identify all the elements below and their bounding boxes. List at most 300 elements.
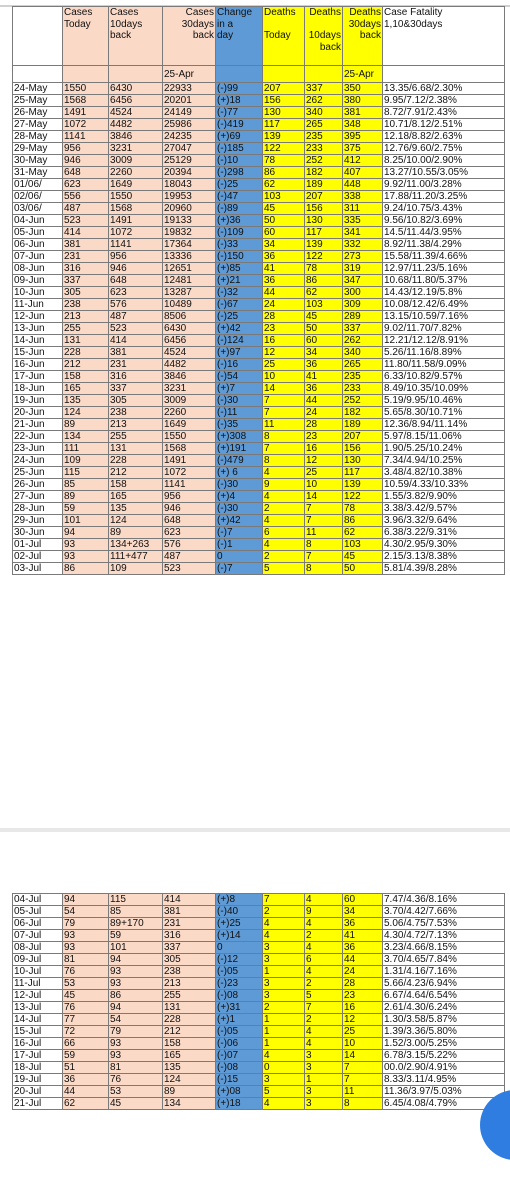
cases-30days-cell: 10489 [163,299,216,311]
cases-today-cell: 165 [63,383,109,395]
table-row [13,275,505,287]
date-cell: 27-May [13,119,63,131]
date-cell: 04-Jul [13,894,63,906]
table-row [13,894,505,906]
change-cell: (-)33 [216,239,263,251]
case-fatality-cell: 1.39/3.36/5.80% [383,1026,505,1038]
cases-10days-cell: 1550 [109,191,163,203]
deaths-today-cell: 1 [263,1038,305,1050]
cases-today-cell: 212 [63,359,109,371]
cases-10days-cell: 946 [109,263,163,275]
cases-10days-cell: 93 [109,1050,163,1062]
subheader-cell [305,66,343,83]
deaths-10days-cell: 78 [305,263,343,275]
deaths-today-cell: 11 [263,419,305,431]
header-line: 30days [348,18,381,30]
cases-30days-cell: 13287 [163,287,216,299]
date-cell: 05-Jul [13,906,63,918]
deaths-10days-cell: 28 [305,419,343,431]
case-fatality-cell: 11.80/11.58/9.09% [383,359,505,371]
deaths-30days-cell: 103 [343,539,383,551]
table-row [13,1050,505,1062]
cases-30days-cell: 337 [163,942,216,954]
case-fatality-cell: 8.25/10.00/2.90% [383,155,505,167]
table-row [13,954,505,966]
cases-today-cell: 556 [63,191,109,203]
deaths-30days-cell: 395 [343,131,383,143]
cases-today-cell: 135 [63,395,109,407]
cases-10days-cell: 648 [109,275,163,287]
case-fatality-cell: 3.38/3.42/9.57% [383,503,505,515]
date-cell: 20-Jun [13,407,63,419]
case-fatality-cell: 3.96/3.32/9.64% [383,515,505,527]
date-cell: 09-Jun [13,275,63,287]
cases-30days-cell: 2260 [163,407,216,419]
cases-today-cell: 81 [63,954,109,966]
date-cell: 08-Jun [13,263,63,275]
cases-today-cell: 59 [63,503,109,515]
date-cell: 20-Jul [13,1086,63,1098]
change-cell: (-)30 [216,395,263,407]
header-cell [305,7,343,66]
cases-10days-cell: 101 [109,942,163,954]
deaths-today-cell: 1 [263,1026,305,1038]
deaths-30days-cell: 235 [343,371,383,383]
case-fatality-cell: 12.76/9.60/2.75% [383,143,505,155]
deaths-30days-cell: 25 [343,1026,383,1038]
date-cell: 08-Jul [13,942,63,954]
header-line: Today [64,18,91,30]
change-cell: (+)18 [216,95,263,107]
deaths-30days-cell: 36 [343,942,383,954]
deaths-30days-cell: 24 [343,966,383,978]
cases-10days-cell: 1649 [109,179,163,191]
deaths-today-cell: 24 [263,299,305,311]
table-row [13,143,505,155]
table-row [13,1038,505,1050]
cases-10days-cell: 238 [109,407,163,419]
subheader-cell [109,66,163,83]
deaths-30days-cell: 311 [343,203,383,215]
cases-10days-cell: 93 [109,978,163,990]
table-row [13,1098,505,1110]
cases-10days-cell: 79 [109,1026,163,1038]
header-line: Cases [185,7,214,18]
change-cell: (-)150 [216,251,263,263]
case-fatality-cell: 2.15/3.13/8.38% [383,551,505,563]
deaths-10days-cell: 60 [305,335,343,347]
date-cell: 12-Jun [13,311,63,323]
cases-today-cell: 305 [63,287,109,299]
deaths-10days-cell: 11 [305,527,343,539]
deaths-10days-cell: 45 [305,311,343,323]
cases-10days-cell: 576 [109,299,163,311]
date-cell: 19-Jun [13,395,63,407]
date-cell: 21-Jun [13,419,63,431]
cases-10days-cell: 53 [109,1086,163,1098]
deaths-today-cell: 4 [263,515,305,527]
cases-10days-cell: 93 [109,966,163,978]
cases-10days-cell: 158 [109,479,163,491]
cases-30days-cell: 134 [163,1098,216,1110]
cases-today-cell: 77 [63,1014,109,1026]
table-row [13,503,505,515]
deaths-30days-cell: 265 [343,359,383,371]
header-line [264,19,303,31]
header-line: back [110,30,132,41]
cases-30days-cell: 6430 [163,323,216,335]
cases-today-cell: 85 [63,479,109,491]
table-row [13,551,505,563]
case-fatality-cell: 5.97/8.15/11.06% [383,431,505,443]
deaths-today-cell: 156 [263,95,305,107]
cases-today-cell: 54 [63,906,109,918]
cases-today-cell: 93 [63,942,109,954]
table-row [13,251,505,263]
cases-today-cell: 337 [63,275,109,287]
case-fatality-cell: 5.66/4.23/6.94% [383,978,505,990]
cases-today-cell: 316 [63,263,109,275]
deaths-10days-cell: 207 [305,191,343,203]
case-fatality-cell: 1.90/5.25/10.24% [383,443,505,455]
case-fatality-cell: 12.18/8.82/2.63% [383,131,505,143]
header-line: day [217,30,234,41]
cases-today-cell: 93 [63,551,109,563]
deaths-30days-cell: 335 [343,215,383,227]
deaths-today-cell: 3 [263,990,305,1002]
deaths-30days-cell: 381 [343,107,383,119]
deaths-30days-cell: 10 [343,1038,383,1050]
case-fatality-cell: 4.30/4.72/7.13% [383,930,505,942]
date-cell: 27-Jun [13,491,63,503]
table-row [13,419,505,431]
deaths-today-cell: 36 [263,275,305,287]
deaths-30days-cell: 300 [343,287,383,299]
table-row [13,1026,505,1038]
deaths-10days-cell: 182 [305,167,343,179]
cases-10days-cell: 4524 [109,107,163,119]
date-cell: 25-Jun [13,467,63,479]
deaths-30days-cell: 340 [343,347,383,359]
deaths-10days-cell: 337 [305,83,343,95]
case-fatality-cell: 9.24/10.75/3.43% [383,203,505,215]
cases-30days-cell: 13336 [163,251,216,263]
date-cell: 25-May [13,95,63,107]
deaths-10days-cell: 36 [305,359,343,371]
subheader-cell [383,66,505,83]
deaths-today-cell: 78 [263,155,305,167]
date-cell: 18-Jun [13,383,63,395]
deaths-10days-cell: 1 [305,1074,343,1086]
cases-today-cell: 946 [63,155,109,167]
deaths-today-cell: 23 [263,323,305,335]
cases-today-cell: 89 [63,419,109,431]
deaths-10days-cell: 5 [305,990,343,1002]
change-cell: (+)308 [216,431,263,443]
table-row [13,918,505,930]
change-cell: (+)7 [216,383,263,395]
deaths-30days-cell: 338 [343,191,383,203]
deaths-30days-cell: 78 [343,503,383,515]
date-cell: 16-Jul [13,1038,63,1050]
date-cell: 03-Jul [13,563,63,575]
date-cell: 01-Jul [13,539,63,551]
deaths-today-cell: 4 [263,918,305,930]
date-cell: 14-Jul [13,1014,63,1026]
date-cell: 24-May [13,83,63,95]
date-cell: 28-May [13,131,63,143]
cases-10days-cell: 487 [109,311,163,323]
change-cell: (+)1 [216,1014,263,1026]
change-cell: (+)85 [216,263,263,275]
case-fatality-cell: 3.48/4.82/10.38% [383,467,505,479]
cases-today-cell: 44 [63,1086,109,1098]
cases-30days-cell: 25986 [163,119,216,131]
deaths-30days-cell: 50 [343,563,383,575]
table-row [13,359,505,371]
header-line: back [319,41,341,53]
deaths-10days-cell: 2 [305,930,343,942]
table-row [13,515,505,527]
deaths-10days-cell: 44 [305,395,343,407]
cases-30days-cell: 212 [163,1026,216,1038]
deaths-30days-cell: 262 [343,335,383,347]
cases-30days-cell: 956 [163,491,216,503]
case-fatality-cell: 9.02/11.70/7.82% [383,323,505,335]
change-cell: (+)4 [216,491,263,503]
change-cell: (+)21 [216,275,263,287]
deaths-today-cell: 50 [263,215,305,227]
cases-10days-cell: 1072 [109,227,163,239]
cases-30days-cell: 4482 [163,359,216,371]
cases-30days-cell: 19133 [163,215,216,227]
cases-10days-cell: 1568 [109,203,163,215]
cases-today-cell: 62 [63,1098,109,1110]
header-line: Cases [64,7,93,18]
case-fatality-cell: 1.52/3.00/5.25% [383,1038,505,1050]
cases-10days-cell: 3009 [109,155,163,167]
change-cell: (-)15 [216,1074,263,1086]
deaths-30days-cell: 375 [343,143,383,155]
deaths-today-cell: 2 [263,1002,305,1014]
case-fatality-cell: 3.70/4.65/7.84% [383,954,505,966]
header-date-blank [13,7,63,66]
deaths-10days-cell: 233 [305,143,343,155]
cases-30days-cell: 17364 [163,239,216,251]
case-fatality-cell: 6.67/4.64/6.54% [383,990,505,1002]
cases-30days-cell: 4524 [163,347,216,359]
cases-10days-cell: 109 [109,563,163,575]
cases-30days-cell: 12481 [163,275,216,287]
deaths-today-cell: 7 [263,894,305,906]
deaths-10days-cell: 3 [305,1050,343,1062]
cases-today-cell: 109 [63,455,109,467]
table-row [13,1062,505,1074]
table-row [13,539,505,551]
cases-30days-cell: 213 [163,978,216,990]
cases-today-cell: 93 [63,930,109,942]
deaths-30days-cell: 23 [343,990,383,1002]
deaths-30days-cell: 41 [343,930,383,942]
cases-10days-cell: 4482 [109,119,163,131]
change-cell: (-)08 [216,990,263,1002]
deaths-today-cell: 4 [263,1098,305,1110]
cases-today-cell: 213 [63,311,109,323]
change-cell: (-)419 [216,119,263,131]
deaths-10days-cell: 117 [305,227,343,239]
deaths-30days-cell: 122 [343,491,383,503]
deaths-10days-cell: 6 [305,954,343,966]
cases-10days-cell: 523 [109,323,163,335]
date-cell: 06-Jul [13,918,63,930]
change-cell: (+)08 [216,1086,263,1098]
cases-10days-cell: 165 [109,491,163,503]
deaths-30days-cell: 207 [343,431,383,443]
deaths-10days-cell: 2 [305,978,343,990]
cases-today-cell: 115 [63,467,109,479]
deaths-30days-cell: 341 [343,227,383,239]
cases-10days-cell: 316 [109,371,163,383]
subheader-cell [263,66,305,83]
table-row [13,383,505,395]
deaths-10days-cell: 4 [305,942,343,954]
cases-30days-cell: 20394 [163,167,216,179]
deaths-today-cell: 0 [263,1062,305,1074]
cases-10days-cell: 81 [109,1062,163,1074]
header-line: Change [217,7,253,18]
cases-10days-cell: 6456 [109,95,163,107]
deaths-30days-cell: 36 [343,918,383,930]
table-row [13,323,505,335]
deaths-10days-cell: 12 [305,455,343,467]
deaths-10days-cell: 24 [305,407,343,419]
cases-30days-cell: 1550 [163,431,216,443]
case-fatality-cell: 1.31/4.16/7.16% [383,966,505,978]
change-cell: (+)25 [216,918,263,930]
date-cell: 22-Jun [13,431,63,443]
deaths-30days-cell: 8 [343,1098,383,1110]
case-fatality-cell: 10.59/4.33/10.33% [383,479,505,491]
deaths-today-cell: 34 [263,239,305,251]
header-cell [109,7,163,66]
date-cell: 26-Jun [13,479,63,491]
change-cell: (+)36 [216,215,263,227]
table-row [13,347,505,359]
deaths-10days-cell: 8 [305,539,343,551]
date-cell: 15-Jul [13,1026,63,1038]
header-line: Cases [110,7,139,18]
case-fatality-cell: 9.56/10.82/3.69% [383,215,505,227]
deaths-today-cell: 5 [263,563,305,575]
cases-today-cell: 1568 [63,95,109,107]
table-row [13,563,505,575]
case-fatality-cell: 1.55/3.82/9.90% [383,491,505,503]
change-cell: (-)25 [216,179,263,191]
cases-30days-cell: 3231 [163,383,216,395]
deaths-today-cell: 139 [263,131,305,143]
date-cell: 30-Jun [13,527,63,539]
header-line: back [192,30,214,41]
deaths-30days-cell: 117 [343,467,383,479]
header-line: in a [217,18,234,30]
cases-today-cell: 381 [63,239,109,251]
deaths-10days-cell: 86 [305,275,343,287]
change-cell: (-)54 [216,371,263,383]
cases-today-cell: 45 [63,990,109,1002]
deaths-today-cell: 8 [263,455,305,467]
cases-10days-cell: 2260 [109,167,163,179]
deaths-today-cell: 9 [263,479,305,491]
change-cell: (-)124 [216,335,263,347]
case-fatality-cell: 1.30/3.58/5.87% [383,1014,505,1026]
case-fatality-cell: 6.78/3.15/5.22% [383,1050,505,1062]
deaths-today-cell: 14 [263,383,305,395]
header-row [13,7,505,66]
deaths-today-cell: 62 [263,179,305,191]
cases-10days-cell: 134+263 [109,539,163,551]
table-row [13,95,505,107]
case-fatality-cell: 12.36/8.94/11.14% [383,419,505,431]
cases-30days-cell: 238 [163,966,216,978]
header-cell [163,7,216,66]
date-cell: 14-Jun [13,335,63,347]
case-fatality-cell: 15.58/11.39/4.66% [383,251,505,263]
table-row [13,906,505,918]
deaths-today-cell: 4 [263,491,305,503]
table-row [13,1086,505,1098]
deaths-10days-cell: 3 [305,1062,343,1074]
covid-table-bottom [12,893,505,1110]
cases-30days-cell: 158 [163,1038,216,1050]
cases-30days-cell: 316 [163,930,216,942]
cases-30days-cell: 231 [163,918,216,930]
change-cell: (-)05 [216,966,263,978]
deaths-today-cell: 2 [263,551,305,563]
cases-today-cell: 53 [63,978,109,990]
deaths-today-cell: 7 [263,443,305,455]
cases-10days-cell: 111+477 [109,551,163,563]
case-fatality-cell: 8.33/3.11/4.95% [383,1074,505,1086]
case-fatality-cell: 5.26/11.16/8.89% [383,347,505,359]
cases-10days-cell: 414 [109,335,163,347]
cases-today-cell: 1550 [63,83,109,95]
cases-today-cell: 134 [63,431,109,443]
cases-today-cell: 79 [63,918,109,930]
deaths-30days-cell: 189 [343,419,383,431]
case-fatality-cell: 9.95/7.12/2.38% [383,95,505,107]
change-cell: (-)1 [216,539,263,551]
deaths-today-cell: 3 [263,1074,305,1086]
cases-10days-cell: 54 [109,1014,163,1026]
deaths-30days-cell: 14 [343,1050,383,1062]
header-cell [263,7,305,66]
case-fatality-cell: 14.5/11.44/3.95% [383,227,505,239]
header-line: 30days [181,18,214,30]
header-line: Deaths [309,7,341,18]
date-cell: 13-Jul [13,1002,63,1014]
table-row [13,131,505,143]
change-cell: (+)69 [216,131,263,143]
deaths-10days-cell: 36 [305,383,343,395]
cases-30days-cell: 1491 [163,455,216,467]
date-cell: 01/06/ [13,179,63,191]
cases-30days-cell: 523 [163,563,216,575]
deaths-10days-cell: 252 [305,155,343,167]
deaths-today-cell: 4 [263,930,305,942]
deaths-today-cell: 28 [263,311,305,323]
subheader-cell [13,66,63,83]
cases-30days-cell: 381 [163,906,216,918]
